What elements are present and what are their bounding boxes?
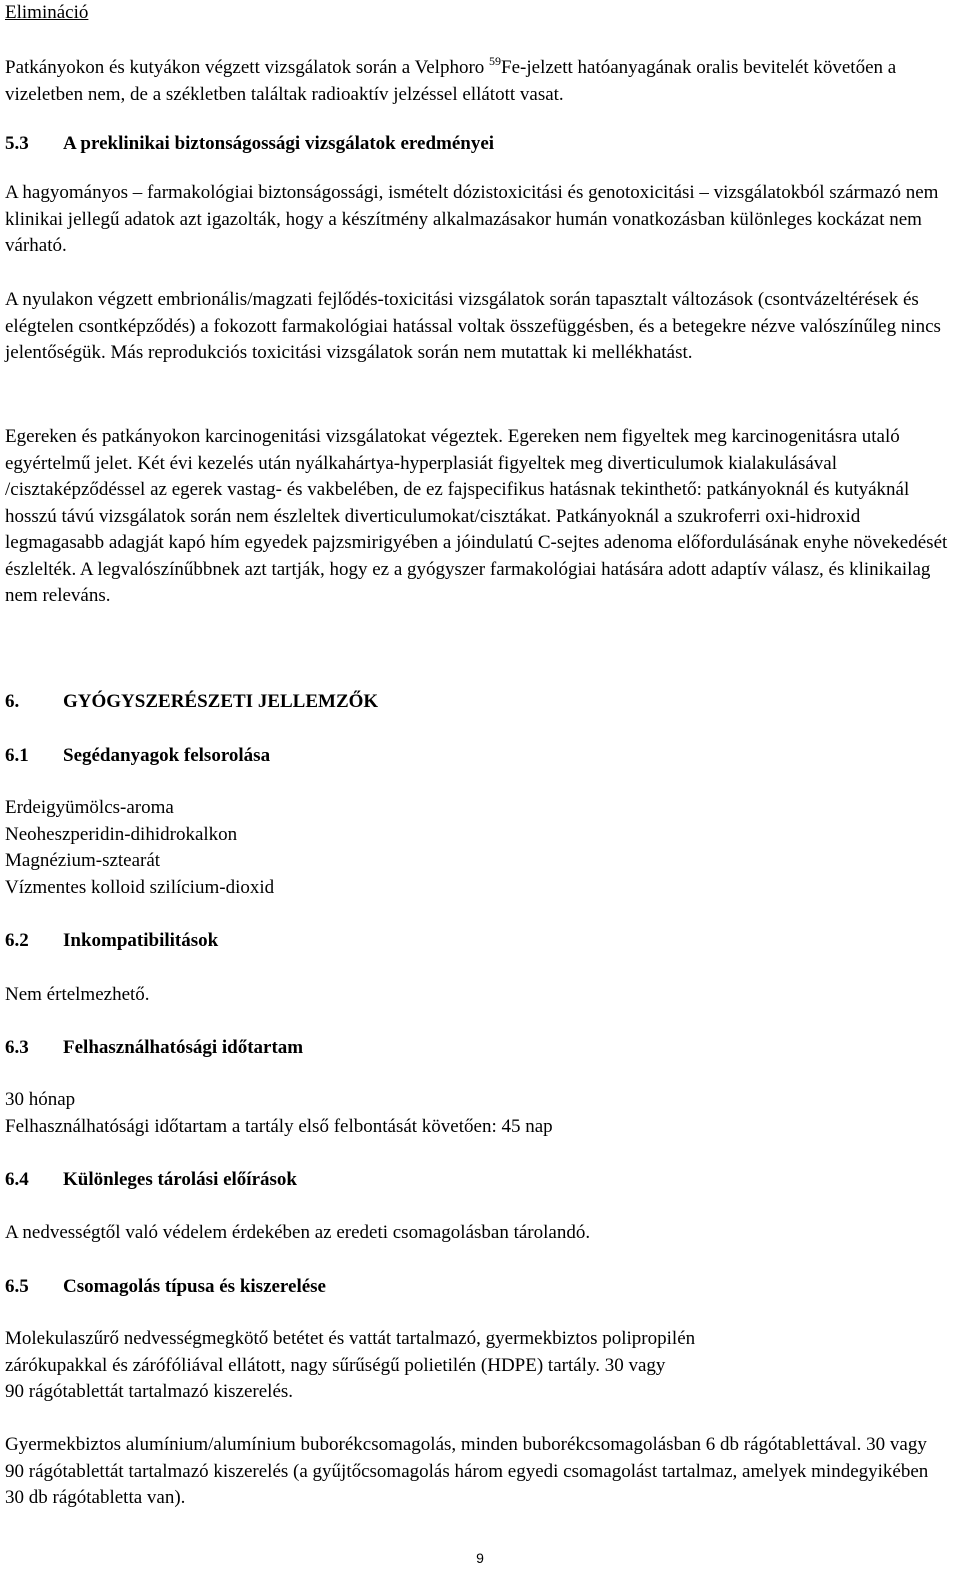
paragraph-6-4: A nedvességtől való védelem érdekében az eredeti csomagolásban tárolandó. bbox=[5, 1222, 591, 1243]
heading-5-3: 5.3 A preklinikai biztonságossági vizsgálatok eredményei bbox=[5, 133, 495, 154]
paragraph-6-5-2: Gyermekbiztos alumínium/alumínium buborékcsomagolás, minden buborékcsomagolásban 6 db rágótablettával. 30 vagy 90 rágótablettát tartalmazó kiszerelés (a gyűjtőcsomagolás három egyedi csomagolást tartalmaz, amelyek mindegyikében 30 db rágótabletta van). bbox=[5, 1434, 929, 1508]
page-number: 9 bbox=[476, 1550, 484, 1566]
heading-6-3: 6.3 Felhasználhatósági időtartam bbox=[5, 1037, 304, 1058]
paragraph-5-3-1: A hagyományos – farmakológiai biztonságossági, ismételt dózistoxicitási és genotoxicitási – vizsgálatokból származó nem klinikai jellegű adatok azt igazolták, hogy a készítmény alkalmazásakor humán vonatkozásban különleges kockázat nem várható. bbox=[5, 182, 939, 256]
list-item: Neoheszperidin-dihidrokalkon bbox=[5, 823, 238, 845]
heading-6-4: 6.4 Különleges tárolási előírások bbox=[5, 1169, 297, 1190]
paragraph-eliminacio: Patkányokon és kutyákon végzett vizsgálatok során a Velphoro $^{59}$Fe-jelzett hatóanyagának oralis bevitelét követően a vizeletben nem, de a székletben találtak radioaktív jelzéssel ellátott vasat. bbox=[5, 54, 897, 105]
paragraph-5-3-3: Egereken és patkányokon karcinogenitási vizsgálatokat végeztek. Egereken nem figyeltek meg karcinogenitásra utaló egyértelmű jelet. Két évi kezelés után nyálkahártya-hyperplasiát figyeltek meg diverticulumok kialakulásával /cisztaképződéssel az egerek vastag- és vakbelében, de ez fajspecifikus hatásnak tekinthető: patkányoknál és kutyáknál hosszú távú vizsgálatok során nem észleltek diverticulumokat/cisztákat. Patkányoknál a szukroferri oxi-hidroxid legmagasabb adagját kapó hím egyedek pajzsmirigyében a jóindulatú C-sejtes adenoma előfordulásának enyhe növekedését észlelték. A legvalószínűbbnek azt tartják, hogy ez a gyógyszer farmakológiai hatására adott adaptív válasz, és klinikailag nem releváns. bbox=[5, 426, 948, 606]
paragraph-6-3: 30 hónap Felhasználhatósági időtartam a tartály első felbontását követően: 45 nap bbox=[5, 1089, 553, 1137]
list-item: Erdeigyümölcs-aroma bbox=[5, 797, 174, 818]
heading-6-5: 6.5 Csomagolás típusa és kiszerelése bbox=[5, 1276, 326, 1297]
paragraph-6-5-1: Molekulaszűrő nedvességmegkötő betétet és vattát tartalmazó, gyermekbiztos polipropilén zárókupakkal és zárófóliával ellátott, nagy sűrűségű polietilén (HDPE) tartály. 30 vagy 90 rágótablettát tartalmazó kiszerelés. bbox=[5, 1328, 696, 1402]
paragraph-5-3-2: A nyulakon végzett embrionális/magzati fejlődés-toxicitási vizsgálatok során tapasztalt változások (csontvázeltérések és elégtelen csontképződés) a fokozott farmakológiai hatással voltak összefüggésben, és a betegekre nézve valószínűleg nincs jelentőségük. Más reprodukciós toxicitási vizsgálatok során nem mutattak ki mellékhatást. bbox=[5, 289, 941, 363]
heading-6-2: 6.2 Inkompatibilitások bbox=[5, 930, 219, 951]
excipient-list bbox=[5, 795, 950, 901]
heading-6: 6. GYÓGYSZERÉSZETI JELLEMZŐK bbox=[5, 691, 379, 712]
heading-6-1: 6.1 Segédanyagok felsorolása bbox=[5, 745, 271, 766]
section-title-eliminacio: Elimináció bbox=[5, 2, 89, 23]
paragraph-6-2: Nem értelmezhető. bbox=[5, 984, 150, 1005]
list-item: Vízmentes kolloid szilícium-dioxid bbox=[5, 876, 275, 898]
list-item: Magnézium-sztearát bbox=[5, 850, 161, 871]
isotope-superscript: 59 bbox=[489, 54, 502, 68]
